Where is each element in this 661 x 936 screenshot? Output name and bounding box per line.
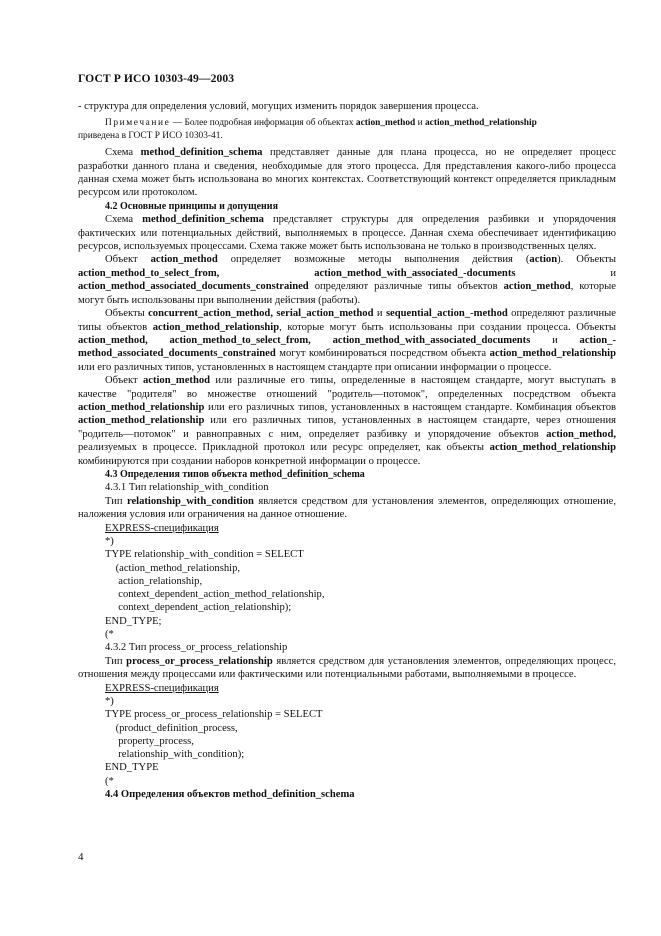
paragraph-method-relationships: Объекты concurrent_action_method, serial_action_method и sequential_action_-method определяют различные типы объектов action_method_relationship, которые могут быть использованы при создании процесса. Объекты action_method, action_method_to_select_from, action_method_with_associated_documents и action_-method_associated_documents_constrained могут комбинироваться посредством объекта action_method_relationship или его различных типов, установленных в настоящем стандарте при описании информации о процессе. xyxy=(78,308,616,373)
running-header: ГОСТ Р ИСО 10303-49—2003 xyxy=(78,72,235,85)
note-paragraph-line2: приведена в ГОСТ Р ИСО 10303-41. xyxy=(78,130,223,141)
page-body xyxy=(78,100,616,801)
subsection-heading-4-3-2: 4.3.2 Тип process_or_process_relationship xyxy=(105,642,288,654)
express-spec-label: EXPRESS-спецификация xyxy=(105,682,219,694)
section-heading-4-3: 4.3 Определения типов объекта method_definition_schema xyxy=(105,468,365,480)
paragraph-parent-child: Объект action_method или различные его типы, определенные в настоящем стандарте, могут выступать в качестве "родителя" во множестве отношений "родитель—потомок", определенных посредством объекта action_method_relationship или его различных типов, установленных в настоящем стандарте. Комбинация объектов action_method_relationship или его различных типов, установленных в настоящем стандарте, через отношения "родитель—потомок" и равноправных с ним, определяет разбивку и упорядочение объектов action_method, реализуемых в процессе. Прикладной протокол или ресурс определяет, как объекты action_method_relationship комбинируются при создании наборов конкретной информации о процессе. xyxy=(78,375,616,467)
paragraph-schema-structures: Схема method_definition_schema представляет структуры для определения разбивки и упорядочения фактических или потенциальных действий, выполняемых в процессе. Данная схема обеспечивает идентификацию ресурсов, используемых процессами. Схема также может быть использована не только в производственных целях. xyxy=(78,214,616,253)
note-paragraph: Примечание — Более подробная информация об объектах action_method и action_method_relationship xyxy=(105,118,537,129)
intro-bullet: - структура для определения условий, могущих изменить порядок завершения процесса. xyxy=(78,101,479,112)
paragraph-process-or-process-relationship: Тип process_or_process_relationship является средством для установления элементов, определяющих процесс, отношения между процессами или фактическими или потенциальными работами, выполняемыми в процессе. xyxy=(78,655,616,681)
paragraph-action-method: Объект action_method определяет возможные методы выполнения действия (action). Объекты action_method_to_select_from, action_method_with_associated_-documents и action_method_associated_documents_constrained определяют различные типы объектов action_method, которые могут быть использованы при выполнении действия (работы). xyxy=(78,254,616,306)
express-code-block: *) TYPE process_or_process_relationship = SELECT (product_definition_process, property_process, relationship_with_condition); END_TYPE (* xyxy=(105,696,323,787)
paragraph-schema-plan: Схема method_definition_schema представляет данные для плана процесса, но не определяет процесс разработки данного плана и сведения, необходимые для этого процесса. Для представления какого-либо процесса данная схема может быть использована во многих контекстах. Соответствующий контекст определяется прикладным ресурсом или протоколом. xyxy=(78,147,616,199)
section-heading-4-2: 4.2 Основные принципы и допущения xyxy=(105,200,278,212)
express-code-block: *) TYPE relationship_with_condition = SELECT (action_method_relationship, action_relationship, context_dependent_action_method_relationship, context_dependent_action_relationship); END_TYPE; (* xyxy=(105,536,325,641)
page-number: 4 xyxy=(78,851,84,863)
paragraph-relationship-with-condition: Тип relationship_with_condition является средством для установления элементов, определяющих отношение, наложения условия или ограничения на данное отношение. xyxy=(78,495,616,521)
express-spec-label: EXPRESS-спецификация xyxy=(105,522,219,534)
note-label: Примечание xyxy=(105,118,171,129)
section-heading-4-4: 4.4 Определения объектов method_definition_schema xyxy=(105,789,355,801)
subsection-heading-4-3-1: 4.3.1 Тип relationship_with_condition xyxy=(105,482,269,494)
